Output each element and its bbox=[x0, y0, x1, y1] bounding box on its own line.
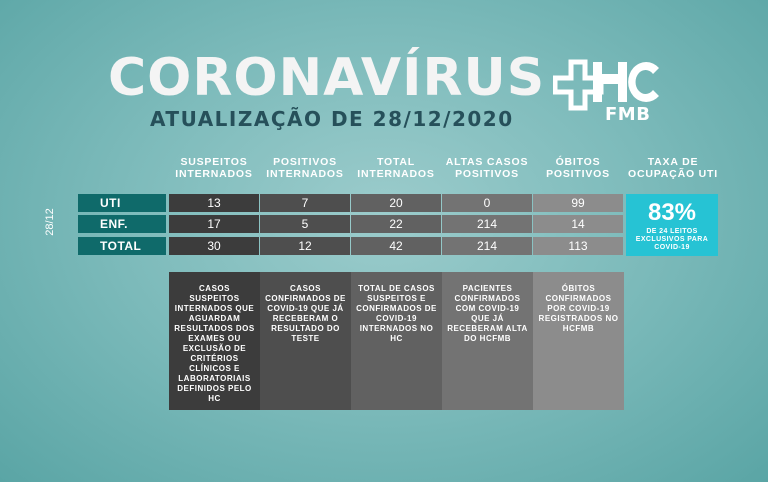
update-date-subtitle: ATUALIZAÇÃO DE 28/12/2020 bbox=[150, 107, 514, 131]
description-suspeitos: CASOS SUSPEITOS INTERNADOS QUE AGUARDAM RESULTADOS DOS EXAMES OU EXCLUSÃO DE CRITÉRIOS CLÍNICOS E LABORATORIAIS DEFINIDOS PELO HC bbox=[169, 272, 260, 410]
table-cell: 22 bbox=[351, 215, 441, 233]
table-cell: 20 bbox=[351, 194, 441, 212]
description-positivos: CASOS CONFIRMADOS DE COVID-19 QUE JÁ RECEBERAM O RESULTADO DO TESTE bbox=[260, 272, 351, 410]
table-cell: 0 bbox=[442, 194, 532, 212]
column-header-altas: ALTAS CASOS POSITIVOS bbox=[445, 156, 529, 180]
table-cell: 5 bbox=[260, 215, 350, 233]
description-altas: PACIENTES CONFIRMADOS COM COVID-19 QUE JÁ RECEBERAM ALTA DO HCFMB bbox=[442, 272, 533, 410]
logo-fmb-text: FMB bbox=[605, 104, 651, 125]
date-label: 28/12 bbox=[44, 208, 56, 236]
occupancy-box bbox=[626, 194, 718, 256]
description-obitos: ÓBITOS CONFIRMADOS POR COVID-19 REGISTRADOS NO HCFMB bbox=[533, 272, 624, 410]
occupancy-value: 83% bbox=[647, 199, 697, 226]
table-cell: 30 bbox=[169, 237, 259, 255]
description-total: TOTAL DE CASOS SUSPEITOS E CONFIRMADOS DE COVID-19 INTERNADOS NO HC bbox=[351, 272, 442, 410]
column-header-positivos: POSITIVOS INTERNADOS bbox=[266, 156, 344, 180]
table-cell: 99 bbox=[533, 194, 623, 212]
column-header-suspeitos: SUSPEITOS INTERNADOS bbox=[175, 156, 253, 180]
table-cell: 17 bbox=[169, 215, 259, 233]
row-label-total: TOTAL bbox=[78, 237, 166, 255]
table-cell: 13 bbox=[169, 194, 259, 212]
occupancy-note: DE 24 LEITOS EXCLUSIVOS PARA COVID-19 bbox=[635, 228, 709, 251]
table-cell: 14 bbox=[533, 215, 623, 233]
table-cell: 12 bbox=[260, 237, 350, 255]
table-cell: 214 bbox=[442, 237, 532, 255]
table-cell: 7 bbox=[260, 194, 350, 212]
page-title: CORONAVÍRUS bbox=[108, 48, 546, 108]
row-label-uti: UTI bbox=[78, 194, 166, 212]
row-label-enf: ENF. bbox=[78, 215, 166, 233]
column-header-ocupacao: TAXA DE OCUPAÇÃO UTI bbox=[628, 156, 718, 180]
table-cell: 214 bbox=[442, 215, 532, 233]
column-header-total: TOTAL INTERNADOS bbox=[357, 156, 435, 180]
table-cell: 113 bbox=[533, 237, 623, 255]
table-cell: 42 bbox=[351, 237, 441, 255]
column-header-obitos: ÓBITOS POSITIVOS bbox=[546, 156, 610, 180]
